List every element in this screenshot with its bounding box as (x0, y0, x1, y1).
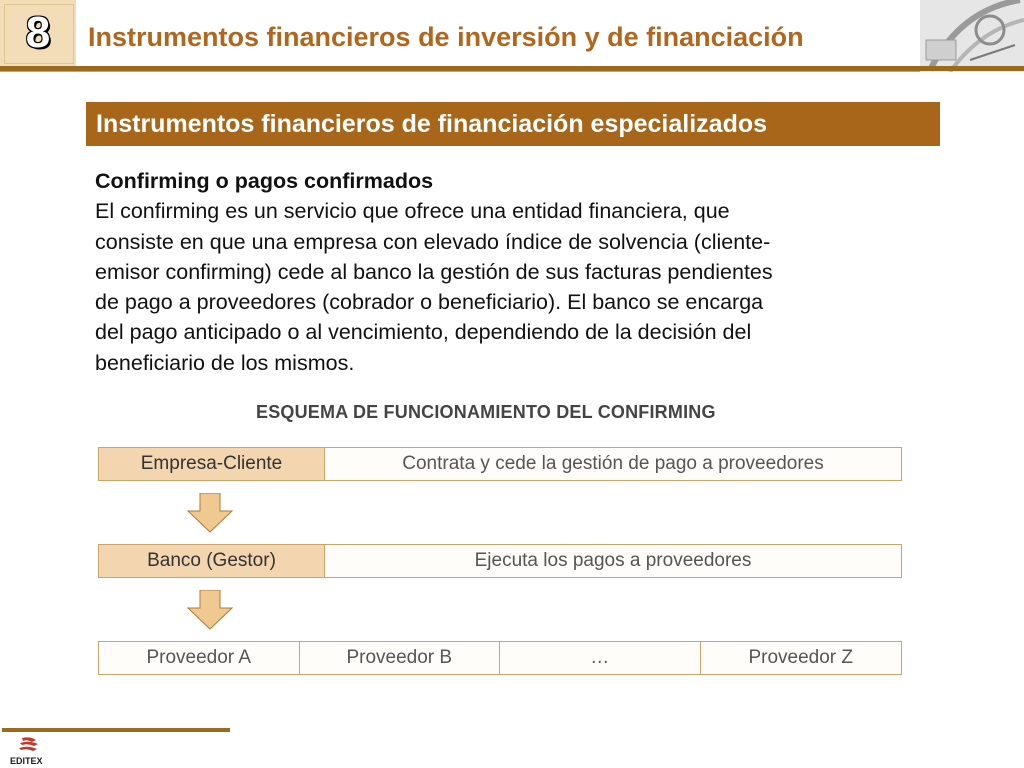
provider-cell: Proveedor A (99, 642, 300, 674)
flow-row-proveedores (98, 641, 902, 675)
page-title: Instrumentos financieros de inversión y de financiación (88, 22, 804, 52)
down-arrow-icon (186, 493, 234, 533)
content-heading: Confirming o pagos confirmados (95, 169, 434, 193)
header-rule-thin (0, 71, 920, 72)
provider-cell: Proveedor B (300, 642, 501, 674)
provider-cell: … (500, 642, 701, 674)
content-paragraph: El confirming es un servicio que ofrece una entidad financiera, que consiste en que una empresa con elevado índice de solvencia (cliente- emisor confirming) cede al banco la gestión de sus facturas pendientes de pago a proveedores (cobrador o beneficiario). El banco se encarga del pago anticipado o al vencimiento, dependiendo de la decisión del beneficiario de los mismos. (95, 199, 773, 375)
flow-row-empresa (98, 447, 902, 481)
diagram-title: ESQUEMA DE FUNCIONAMIENTO DEL CONFIRMING (256, 402, 716, 422)
provider-cell: Proveedor Z (748, 647, 854, 668)
flow-desc-banco: Ejecuta los pagos a proveedores (474, 550, 752, 571)
section-title: Instrumentos financieros de financiación especializados (96, 110, 768, 138)
content-block (95, 166, 925, 378)
flow-desc-empresa: Contrata y cede la gestión de pago a proveedores (402, 453, 824, 474)
flow-row-banco (98, 544, 902, 578)
editex-logo (8, 736, 48, 766)
footer-rule (2, 728, 230, 732)
header-banknote-image (920, 0, 1024, 72)
section-banner (86, 102, 940, 146)
down-arrow-icon (186, 590, 234, 630)
chapter-badge (0, 0, 76, 66)
chapter-number: 8 (25, 8, 51, 57)
footer-logo-text: EDITEX (10, 756, 43, 766)
flow-label-banco: Banco (Gestor) (99, 545, 325, 577)
flow-label-empresa: Empresa-Cliente (99, 448, 325, 480)
banknote-icon (920, 0, 1024, 72)
